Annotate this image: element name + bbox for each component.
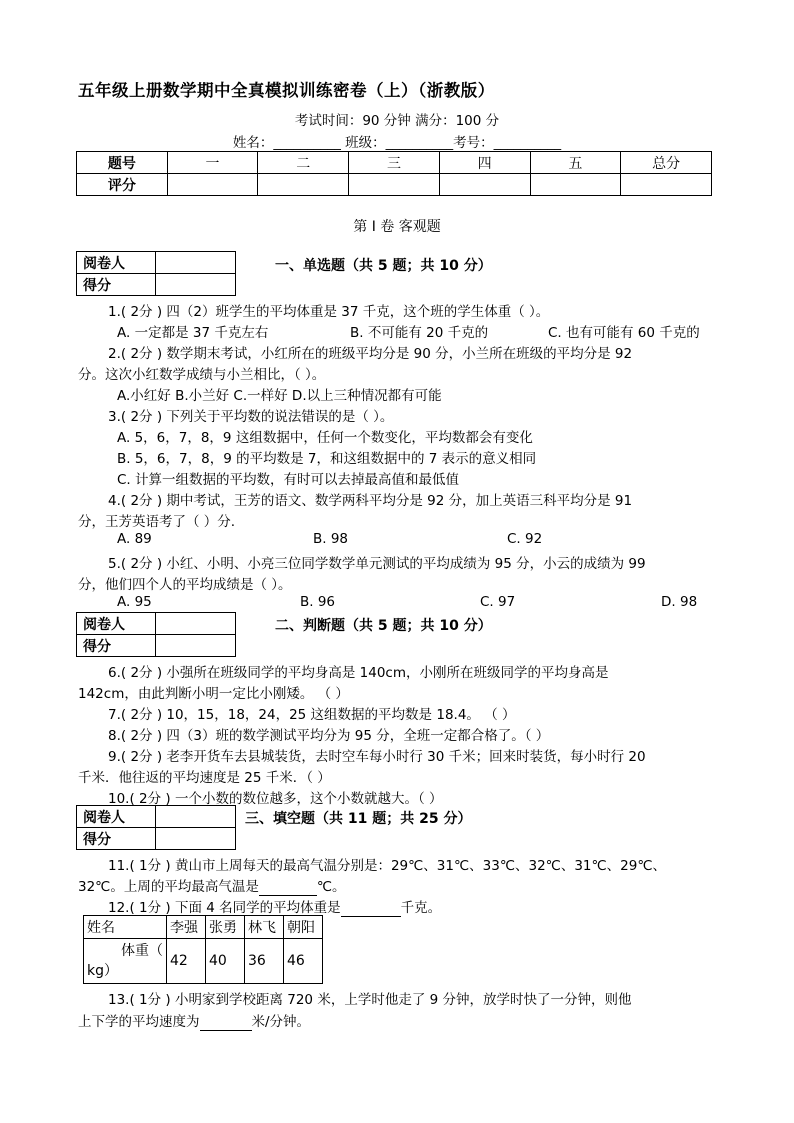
student-name: 林飞	[245, 916, 284, 939]
section-title: 一、单选题（共 5 题；共 10 分）	[275, 258, 492, 274]
reviewer-input[interactable]	[156, 613, 236, 635]
score-input-cell[interactable]	[167, 174, 258, 196]
question-text	[78, 1010, 310, 1031]
score-input[interactable]	[156, 274, 236, 296]
option-text: C. 计算一组数据的平均数，有时可以去掉最高值和最低值	[117, 472, 460, 488]
reviewer-label: 阅卷人	[77, 613, 156, 635]
score-header-cell: 题号	[77, 152, 168, 174]
question-text: 7.( 2分 ) 10，15，18，24，25 这组数据的平均数是 18.4。 （ ）	[108, 707, 516, 723]
score-header-cell: 三	[349, 152, 440, 174]
question-text: 13.( 1分 ) 小明家到学校距离 720 米，上学时他走了 9 分钟，放学时快了一分钟，则他	[108, 992, 632, 1008]
question-text: 分，王芳英语考了（ ）分.	[78, 514, 236, 530]
score-input-cell[interactable]	[621, 174, 712, 196]
question-text	[78, 875, 346, 896]
section-title: 二、判断题（共 5 题；共 10 分）	[275, 618, 492, 634]
score-header-cell: 四	[439, 152, 530, 174]
exam-title: 五年级上册数学期中全真模拟训练密卷（上）（浙教版）	[78, 81, 495, 100]
reviewer-box	[76, 805, 236, 850]
question-text: 2.( 2分 ) 数学期末考试，小红所在的班级平均分是 90 分，小兰所在班级的平均分是 92	[108, 346, 633, 362]
reviewer-label: 阅卷人	[77, 252, 156, 274]
student-name: 张勇	[206, 916, 245, 939]
section-title: 三、填空题（共 11 题；共 25 分）	[245, 811, 472, 827]
score-input-cell[interactable]	[530, 174, 621, 196]
score-label: 得分	[77, 274, 156, 296]
question-text: 分。这次小红数学成绩与小兰相比，（ ）。	[78, 367, 326, 383]
reviewer-input[interactable]	[156, 806, 236, 828]
score-label: 得分	[77, 828, 156, 850]
student-info-line: 姓名：__________ 班级：__________考号：__________	[232, 135, 562, 151]
question-unit: 千克。	[400, 900, 442, 916]
weight-table	[83, 915, 323, 984]
answer-blank[interactable]	[341, 900, 401, 917]
option-text: C. 92	[507, 531, 543, 547]
score-label: 得分	[77, 635, 156, 657]
score-table-header-row	[77, 152, 712, 174]
option-text: B. 不可能有 20 千克的	[350, 325, 489, 341]
score-input-cell[interactable]	[439, 174, 530, 196]
reviewer-label: 阅卷人	[77, 806, 156, 828]
question-text: 11.( 1分 ) 黄山市上周每天的最高气温分别是：29℃、31℃、33℃、32℃、31℃、29℃、	[108, 858, 667, 874]
option-text: A. 89	[117, 531, 152, 547]
score-row-label: 评分	[77, 174, 168, 196]
question-text: 4.( 2分 ) 期中考试，王芳的语文、数学两科平均分是 92 分，加上英语三科平均分是 91	[108, 493, 633, 509]
weight-table-header-row	[84, 916, 323, 939]
question-text: 1.( 2分 ) 四（2）班学生的平均体重是 37 千克，这个班的学生体重（ ）。	[108, 304, 550, 320]
question-unit: 米/分钟。	[251, 1014, 311, 1030]
score-input-cell[interactable]	[258, 174, 349, 196]
student-name: 李强	[167, 916, 206, 939]
student-weight: 46	[284, 939, 323, 984]
question-prefix: 上下学的平均速度为	[78, 1014, 200, 1030]
answer-blank[interactable]	[259, 879, 317, 896]
score-header-cell: 五	[530, 152, 621, 174]
option-text: D. 98	[661, 594, 698, 610]
question-text: 千米．他往返的平均速度是 25 千米．（ ）	[78, 770, 331, 786]
question-unit: ℃。	[316, 879, 346, 895]
option-text: B. 98	[313, 531, 349, 547]
weight-header-line1: 体重（	[121, 943, 163, 959]
score-header-cell: 二	[258, 152, 349, 174]
option-text: A. 95	[117, 594, 152, 610]
question-text: 142cm，由此判断小明一定比小刚矮。 （ ）	[78, 686, 349, 702]
name-header: 姓名	[84, 916, 167, 939]
question-text: 3.( 2分 ) 下列关于平均数的说法错误的是（ ）。	[108, 409, 394, 425]
option-text: B. 5，6，7，8，9 的平均数是 7，和这组数据中的 7 表示的意义相同	[117, 451, 537, 467]
reviewer-box	[76, 251, 236, 296]
question-text: 8.( 2分 ) 四（3）班的数学测试平均分为 95 分，全班一定都合格了。（ ）	[108, 728, 550, 744]
option-text: A. 5，6，7，8，9 这组数据中，任何一个数变化，平均数都会有变化	[117, 430, 533, 446]
score-input-cell[interactable]	[349, 174, 440, 196]
weight-table-data-row	[84, 939, 323, 984]
score-input[interactable]	[156, 635, 236, 657]
score-header-cell: 总分	[621, 152, 712, 174]
question-text: 6.( 2分 ) 小强所在班级同学的平均身高是 140cm，小刚所在班级同学的平均身高是	[108, 665, 609, 681]
question-text: 分，他们四个人的平均成绩是（ ）。	[78, 577, 292, 593]
question-text	[108, 896, 441, 917]
option-text: C. 97	[480, 594, 516, 610]
answer-blank[interactable]	[200, 1014, 252, 1031]
weight-header	[84, 939, 167, 984]
exam-info: 考试时间：90 分钟 满分：100 分	[294, 113, 500, 129]
question-prefix: 32℃。上周的平均最高气温是	[78, 879, 259, 895]
score-table	[76, 151, 712, 196]
option-text: C. 也有可能有 60 千克的	[548, 325, 700, 341]
score-input[interactable]	[156, 828, 236, 850]
student-weight: 42	[167, 939, 206, 984]
option-text: B. 96	[300, 594, 336, 610]
option-text: A.小红好 B.小兰好 C.一样好 D.以上三种情况都有可能	[117, 388, 442, 404]
reviewer-input[interactable]	[156, 252, 236, 274]
question-text: 9.( 2分 ) 老李开货车去县城装货，去时空车每小时行 30 千米；回来时装货，每小时行 20	[108, 749, 646, 765]
question-text: 5.( 2分 ) 小红、小明、小亮三位同学数学单元测试的平均成绩为 95 分，小云的成绩为 99	[108, 556, 646, 572]
question-text: 10.( 2分 ) 一个小数的数位越多，这个小数就越大。（ ）	[108, 791, 443, 807]
student-weight: 36	[245, 939, 284, 984]
part-title: 第 I 卷 客观题	[353, 219, 441, 235]
option-text: A. 一定都是 37 千克左右	[117, 325, 269, 341]
score-header-cell: 一	[167, 152, 258, 174]
student-name: 朝阳	[284, 916, 323, 939]
question-prefix: 12.( 1分 ) 下面 4 名同学的平均体重是	[108, 900, 341, 916]
student-weight: 40	[206, 939, 245, 984]
reviewer-box	[76, 612, 236, 657]
weight-header-line2: kg）	[87, 963, 118, 979]
score-table-score-row	[77, 174, 712, 196]
